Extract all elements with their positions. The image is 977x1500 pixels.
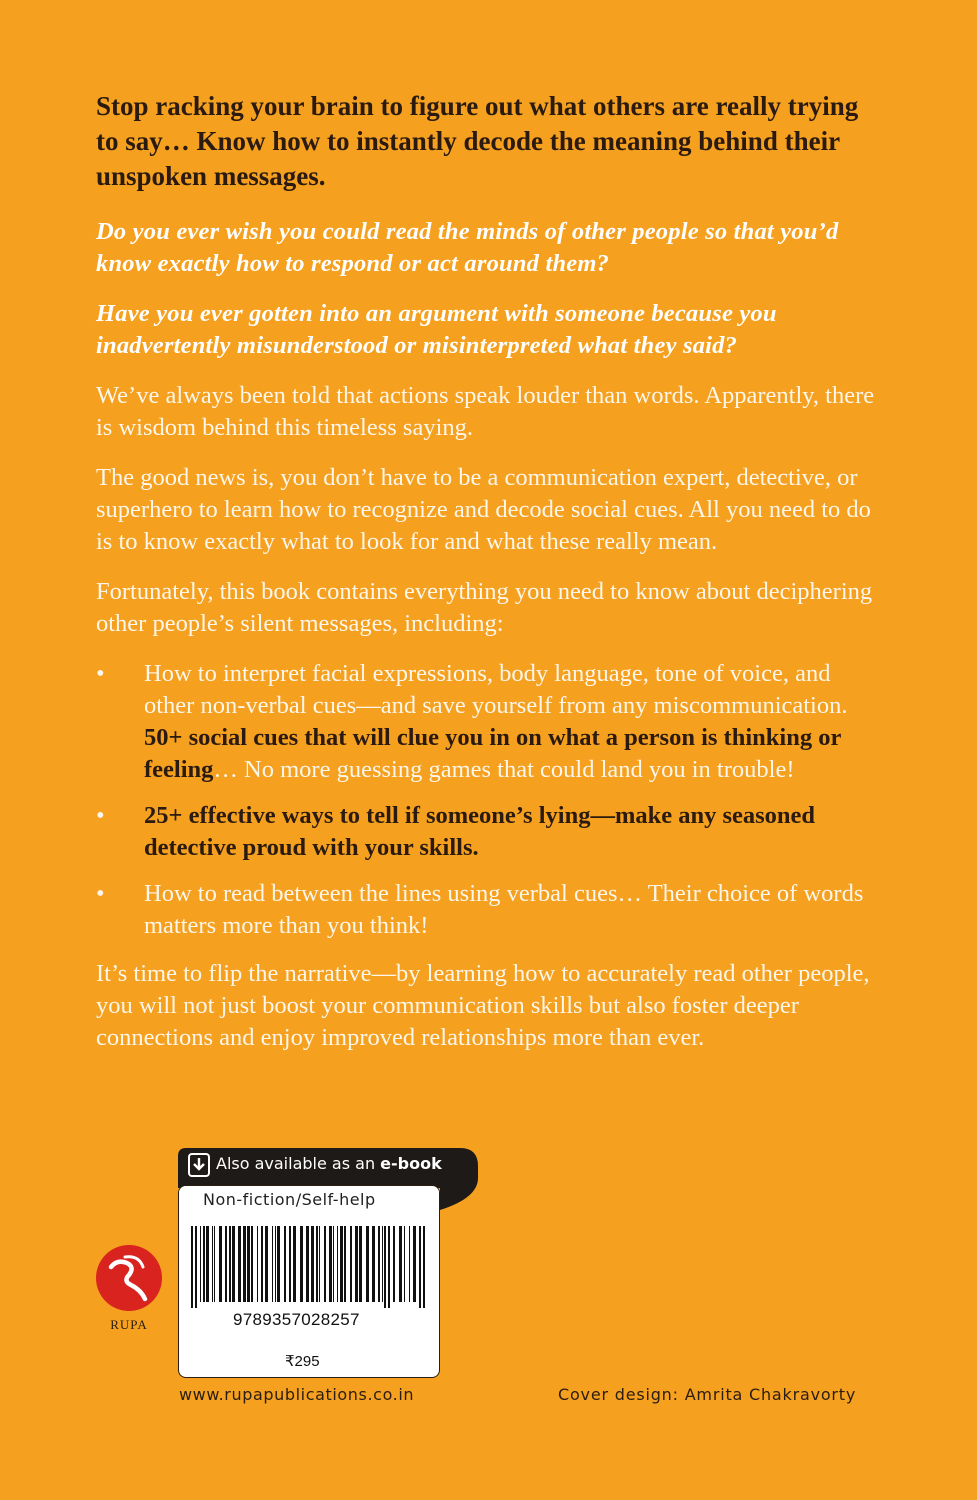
- publisher-website: www.rupapublications.co.in: [179, 1385, 415, 1404]
- paragraph-3: Fortunately, this book contains everything you need to know about deciphering other people’s silent messages, including:: [96, 578, 873, 637]
- feature-text: How to interpret facial expressions, body language, tone of voice, and other non-verbal cues—and save yourself from any miscommunication.: [144, 660, 848, 719]
- isbn-number: 9789357028257: [233, 1310, 360, 1329]
- paragraph-1: We’ve always been told that actions speak louder than words. Apparently, there is wisdom behind this timeless saying.: [96, 382, 875, 441]
- feature-list: [96, 658, 886, 942]
- lead-statement: Stop racking your brain to figure out what others are really trying to say… Know how to instantly decode the meaning behind their unspoken messages.: [96, 91, 859, 191]
- feature-bold-text: 50+ social cues that will clue you in on what a person is thinking or feeling: [144, 724, 841, 783]
- publisher-logo: [95, 1243, 163, 1333]
- rupa-logo-icon: [95, 1243, 163, 1313]
- feature-text: How to read between the lines using verbal cues… Their choice of words matters more than you think!: [144, 880, 864, 939]
- genre-label: Non-fiction/Self-help: [179, 1186, 439, 1214]
- paragraph-2: The good news is, you don’t have to be a communication expert, detective, or superhero to learn how to recognize and decode social cues. All you need to do is to know exactly what to look for and what these really mean.: [96, 464, 871, 555]
- closing-paragraph: It’s time to flip the narrative—by learning how to accurately read other people, you will not just boost your communication skills but also foster deeper connections and enjoy improved relationships more than ever.: [96, 960, 870, 1051]
- question-1: Do you ever wish you could read the minds of other people so that you’d know exactly how to respond or act around them?: [96, 218, 839, 277]
- ebook-label: Also available as an e-book: [216, 1154, 442, 1173]
- bullet-glyph: •: [96, 880, 105, 907]
- question-2: Have you ever gotten into an argument with someone because you inadvertently misunderstood or misinterpreted what they said?: [96, 300, 777, 359]
- feature-item: [96, 658, 886, 786]
- price-label: ₹295: [285, 1353, 320, 1370]
- feature-rest-text: … No more guessing games that could land you in trouble!: [213, 756, 795, 783]
- bullet-glyph: •: [96, 802, 105, 829]
- barcode-box: [178, 1185, 440, 1378]
- feature-bold-text: 25+ effective ways to tell if someone’s lying—make any seasoned detective proud with your skills.: [144, 802, 816, 861]
- back-cover-text: [96, 89, 886, 1072]
- feature-item: [96, 800, 886, 864]
- cover-design-credit: Cover design: Amrita Chakravorty: [558, 1385, 857, 1404]
- publisher-name: RUPA: [110, 1317, 148, 1332]
- feature-item: [96, 878, 886, 942]
- bullet-glyph: •: [96, 660, 105, 687]
- barcode-image: [189, 1226, 429, 1308]
